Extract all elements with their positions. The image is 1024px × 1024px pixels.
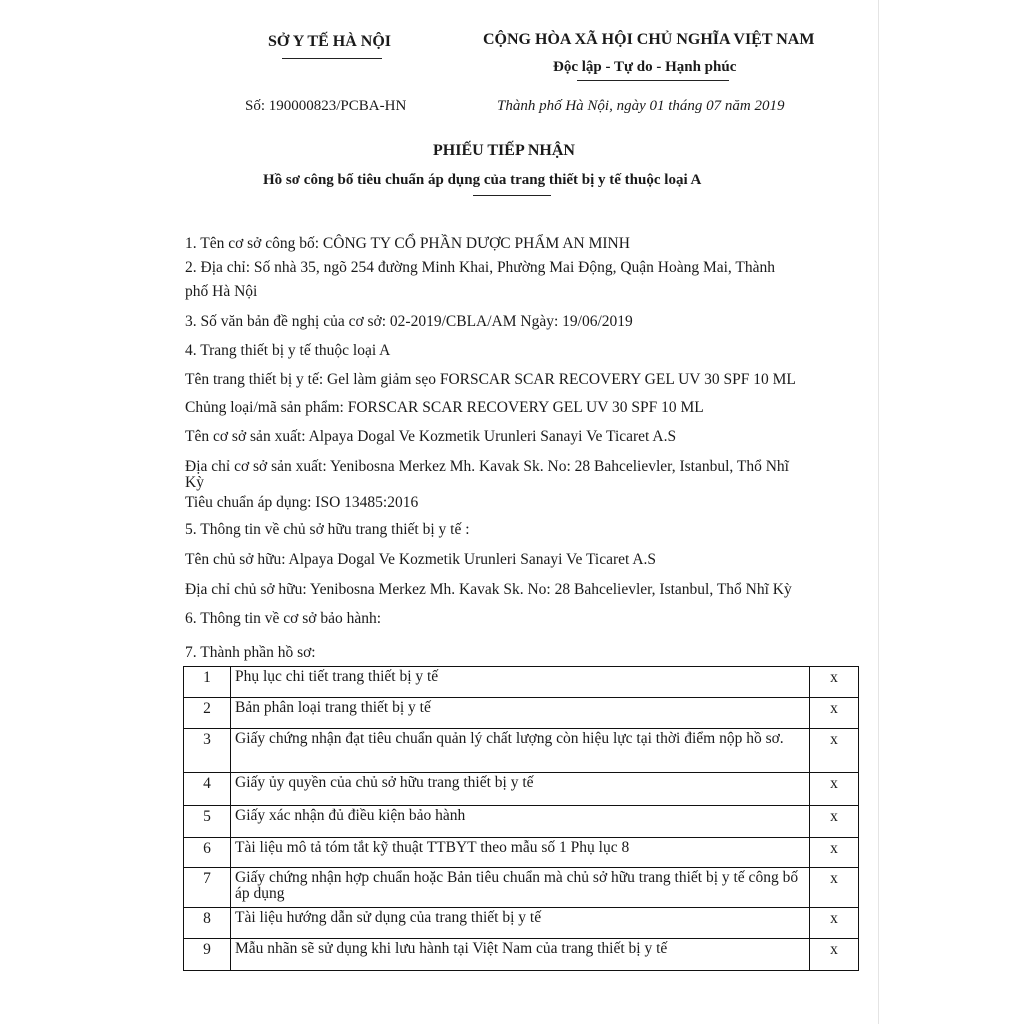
row-description: Tài liệu hướng dẫn sử dụng của trang thiết bị y tế bbox=[231, 908, 810, 939]
row-number: 8 bbox=[184, 908, 231, 939]
item-2-address: 2. Địa chỉ: Số nhà 35, ngõ 254 đường Minh Khai, Phường Mai Động, Quận Hoàng Mai, Thành bbox=[185, 259, 775, 276]
row-check-mark: x bbox=[810, 868, 859, 908]
row-check-mark: x bbox=[810, 729, 859, 773]
item-7-heading: 7. Thành phần hồ sơ: bbox=[185, 644, 316, 661]
motto-underline bbox=[577, 80, 729, 81]
department-underline bbox=[282, 58, 382, 59]
row-number: 3 bbox=[184, 729, 231, 773]
components-table bbox=[183, 666, 859, 971]
table-row bbox=[184, 908, 859, 939]
table-row bbox=[184, 868, 859, 908]
document-subtitle: Hồ sơ công bố tiêu chuẩn áp dụng của trang thiết bị y tế thuộc loại A bbox=[263, 172, 702, 188]
row-number: 6 bbox=[184, 838, 231, 868]
country-name: CỘNG HÒA XÃ HỘI CHỦ NGHĨA VIỆT NAM bbox=[483, 31, 815, 48]
national-motto: Độc lập - Tự do - Hạnh phúc bbox=[553, 59, 737, 75]
item-6-warranty: 6. Thông tin về cơ sở bảo hành: bbox=[185, 610, 382, 627]
table-row bbox=[184, 698, 859, 729]
row-description: Bản phân loại trang thiết bị y tế bbox=[231, 698, 810, 729]
owner-name: Tên chủ sở hữu: Alpaya Dogal Ve Kozmetik Urunleri Sanayi Ve Ticaret A.S bbox=[185, 551, 657, 568]
table-row bbox=[184, 838, 859, 868]
item-3-request-doc: 3. Số văn bản đề nghị của cơ sở: 02-2019/CBLA/AM Ngày: 19/06/2019 bbox=[185, 313, 633, 330]
row-description: Giấy xác nhận đủ điều kiện bảo hành bbox=[231, 806, 810, 838]
row-check-mark: x bbox=[810, 806, 859, 838]
row-check-mark: x bbox=[810, 838, 859, 868]
row-number: 7 bbox=[184, 868, 231, 908]
row-number: 5 bbox=[184, 806, 231, 838]
table-row bbox=[184, 667, 859, 698]
item-1-organization: 1. Tên cơ sở công bố: CÔNG TY CỔ PHẦN DƯỢC PHẨM AN MINH bbox=[185, 235, 630, 252]
row-check-mark: x bbox=[810, 667, 859, 698]
item-4-heading: 4. Trang thiết bị y tế thuộc loại A bbox=[185, 342, 391, 359]
row-description: Tài liệu mô tả tóm tắt kỹ thuật TTBYT theo mẫu số 1 Phụ lục 8 bbox=[231, 838, 810, 868]
row-number: 2 bbox=[184, 698, 231, 729]
manufacturer-name: Tên cơ sở sản xuất: Alpaya Dogal Ve Kozmetik Urunleri Sanayi Ve Ticaret A.S bbox=[185, 428, 677, 445]
row-check-mark: x bbox=[810, 698, 859, 729]
row-description: Phụ lục chi tiết trang thiết bị y tế bbox=[231, 667, 810, 698]
document-number: Số: 190000823/PCBA-HN bbox=[245, 98, 407, 114]
department-name: SỞ Y TẾ HÀ NỘI bbox=[268, 33, 391, 50]
item-5-heading: 5. Thông tin về chủ sở hữu trang thiết bị y tế : bbox=[185, 521, 470, 538]
device-name: Tên trang thiết bị y tế: Gel làm giảm sẹo FORSCAR SCAR RECOVERY GEL UV 30 SPF 10 ML bbox=[185, 371, 796, 388]
owner-address: Địa chỉ chủ sở hữu: Yenibosna Merkez Mh. Kavak Sk. No: 28 Bahcelievler, Istanbul, Thổ Nhĩ Kỳ bbox=[185, 581, 792, 598]
manufacturer-address-cont: Kỳ bbox=[185, 474, 204, 491]
item-2-address-cont: phố Hà Nội bbox=[185, 283, 258, 300]
table-row bbox=[184, 773, 859, 806]
table-row bbox=[184, 729, 859, 773]
row-description: Giấy chứng nhận đạt tiêu chuẩn quản lý chất lượng còn hiệu lực tại thời điểm nộp hồ sơ. bbox=[231, 729, 810, 773]
table-row bbox=[184, 806, 859, 838]
row-check-mark: x bbox=[810, 908, 859, 939]
table-row bbox=[184, 939, 859, 971]
applied-standard: Tiêu chuẩn áp dụng: ISO 13485:2016 bbox=[185, 494, 419, 511]
row-description: Giấy ủy quyền của chủ sở hữu trang thiết bị y tế bbox=[231, 773, 810, 806]
subtitle-underline bbox=[473, 195, 551, 196]
row-description: Giấy chứng nhận hợp chuẩn hoặc Bản tiêu chuẩn mà chủ sở hữu trang thiết bị y tế công bố áp dụng bbox=[231, 868, 810, 908]
row-number: 9 bbox=[184, 939, 231, 971]
row-check-mark: x bbox=[810, 939, 859, 971]
product-code: Chủng loại/mã sản phẩm: FORSCAR SCAR RECOVERY GEL UV 30 SPF 10 ML bbox=[185, 399, 704, 416]
place-date: Thành phố Hà Nội, ngày 01 tháng 07 năm 2019 bbox=[497, 98, 785, 114]
manufacturer-address: Địa chỉ cơ sở sản xuất: Yenibosna Merkez Mh. Kavak Sk. No: 28 Bahcelievler, Istanbul, Thổ Nhĩ bbox=[185, 458, 789, 475]
row-number: 4 bbox=[184, 773, 231, 806]
page-edge-divider bbox=[878, 0, 879, 1024]
row-check-mark: x bbox=[810, 773, 859, 806]
document-title: PHIẾU TIẾP NHẬN bbox=[433, 142, 575, 159]
row-description: Mẫu nhãn sẽ sử dụng khi lưu hành tại Việt Nam của trang thiết bị y tế bbox=[231, 939, 810, 971]
row-number: 1 bbox=[184, 667, 231, 698]
